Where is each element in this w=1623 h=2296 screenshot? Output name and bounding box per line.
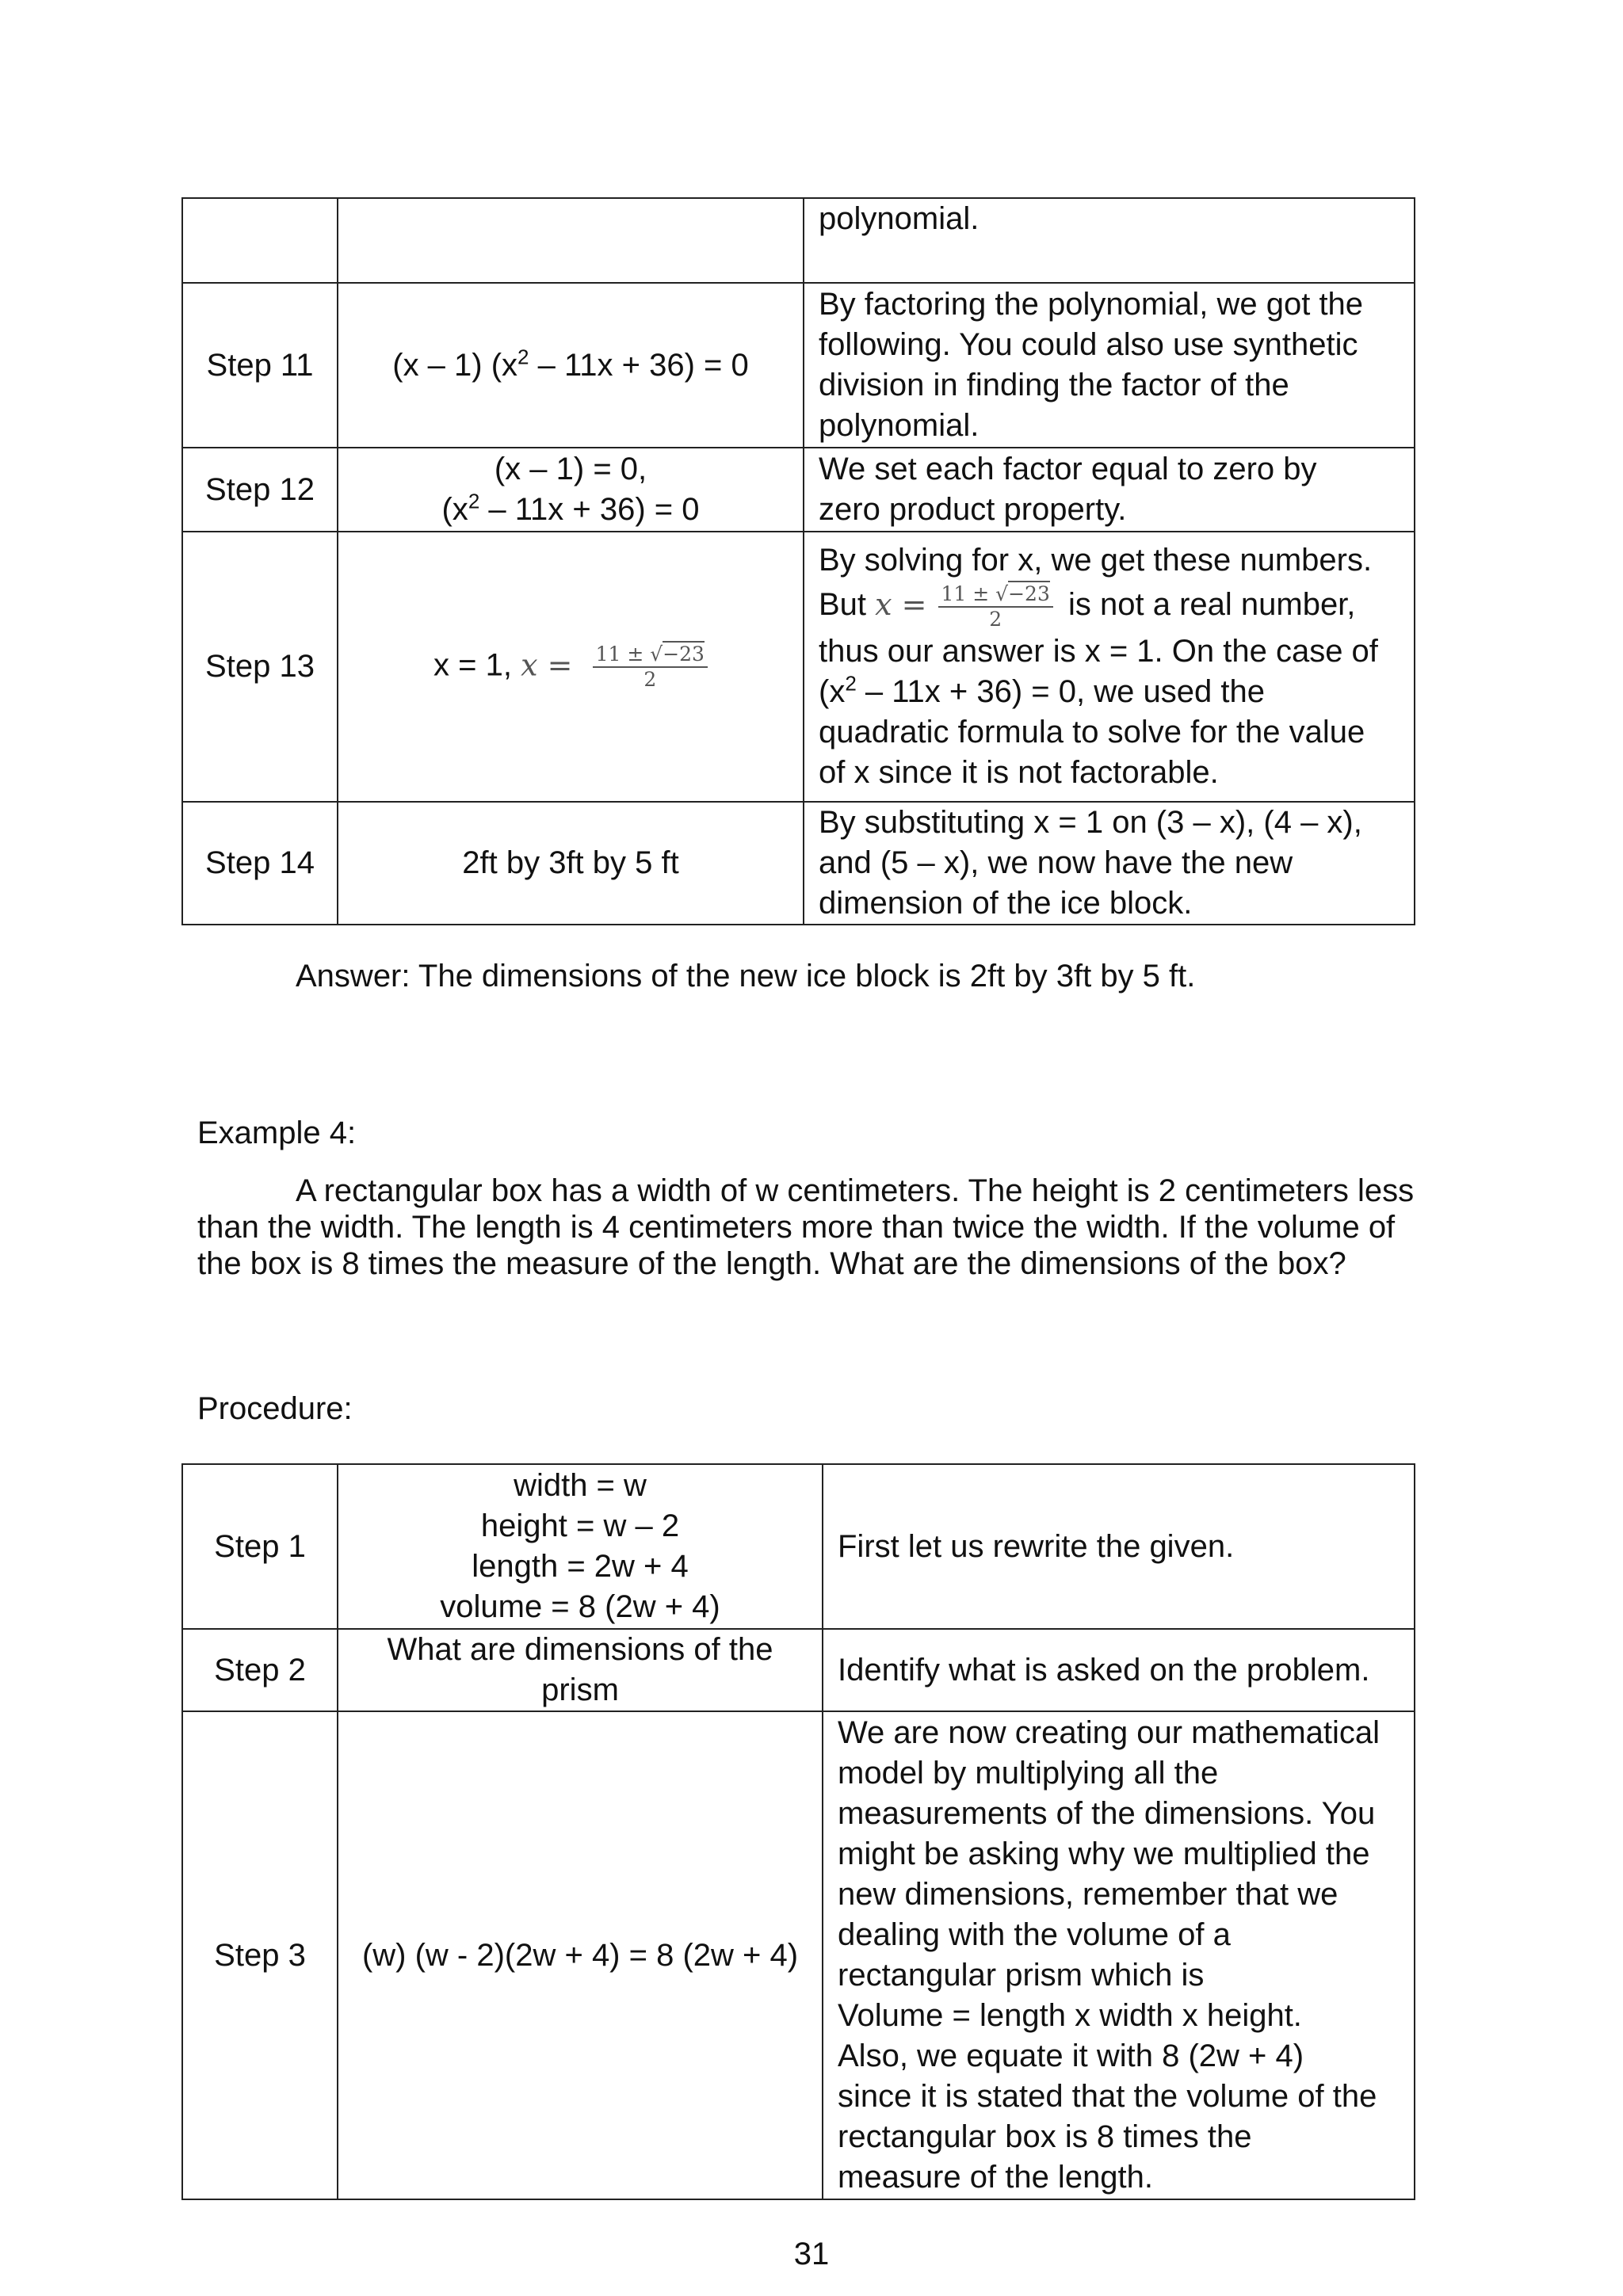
explanation-line: But x = $\frac{11 \pm √-23}{2}$ is not a real number, bbox=[819, 582, 1356, 631]
steps-table-continued bbox=[181, 197, 1415, 925]
work-text: (x bbox=[441, 492, 468, 527]
step-label: Step 14 bbox=[182, 802, 338, 925]
work-cell bbox=[338, 532, 804, 802]
table-row bbox=[182, 532, 1415, 802]
explanation-cell: polynomial. bbox=[804, 198, 1415, 283]
step-label: Step 1 bbox=[182, 1464, 338, 1629]
fraction-numerator: 11 ± √−23 bbox=[593, 643, 708, 668]
table-row bbox=[182, 1464, 1415, 1629]
answer-text: Answer: The dimensions of the new ice block is 2ft by 3ft by 5 ft. bbox=[296, 959, 1196, 994]
step-label: Step 12 bbox=[182, 448, 338, 532]
step-label: Step 13 bbox=[182, 532, 338, 802]
work-cell bbox=[338, 198, 804, 283]
explanation-line: quadratic formula to solve for the value of x since it is not factorable. bbox=[819, 714, 1365, 790]
procedure-table bbox=[181, 1463, 1415, 2200]
table-row bbox=[182, 283, 1415, 448]
work-text: x = 1, bbox=[433, 647, 521, 683]
exponent: 2 bbox=[517, 345, 529, 369]
step-cell bbox=[182, 198, 338, 283]
explanation-line: thus our answer is x = 1. On the case of bbox=[819, 633, 1378, 669]
fraction-denominator: 2 bbox=[989, 607, 1002, 631]
work-cell: (w) (w - 2)(2w + 4) = 8 (2w + 4) bbox=[338, 1711, 823, 2199]
table-row bbox=[182, 1711, 1415, 2199]
work-cell bbox=[338, 283, 804, 448]
example-body bbox=[197, 1173, 1418, 1282]
fraction-numerator: 11 ± √−23 bbox=[938, 582, 1053, 608]
work-text: (x – 1) (x bbox=[392, 347, 518, 383]
work-line bbox=[353, 490, 789, 530]
work-text: – 11x + 36) = 0 bbox=[479, 492, 700, 527]
work-cell: What are dimensions of the prism bbox=[338, 1629, 823, 1711]
quadratic-fraction bbox=[938, 582, 1053, 631]
explanation-cell: We set each factor equal to zero by zero product property. bbox=[804, 448, 1415, 532]
work-cell: width = w height = w – 2 length = 2w + 4 volume = 8 (2w + 4) bbox=[338, 1464, 823, 1629]
exponent: 2 bbox=[468, 489, 480, 513]
table-row bbox=[182, 802, 1415, 925]
explanation-cell: By substituting x = 1 on (3 – x), (4 – x), and (5 – x), we now have the new dimension of the ice block. bbox=[804, 802, 1415, 925]
quadratic-fraction bbox=[593, 643, 708, 692]
table-row bbox=[182, 1629, 1415, 1711]
explanation-cell: We are now creating our mathematical model by multiplying all the measurements of the dimensions. You might be asking why we multiplied the new dimensions, remember that we dealing with the volume of a rectangular prism which is Volume = length x width x height. Also, we equate it with 8 (2w + 4) since it is stated that the volume of the rectangular box is 8 times the measure of the length. bbox=[823, 1711, 1415, 2199]
explanation-cell bbox=[804, 532, 1415, 802]
explanation-line: $(x^2 - 11x + 36) = 0$, we used the bbox=[819, 671, 1265, 709]
work-text: – 11x + 36) = 0 bbox=[529, 347, 749, 383]
work-line: (x – 1) = 0, bbox=[494, 452, 647, 486]
procedure-label: Procedure: bbox=[197, 1391, 353, 1426]
exponent: 2 bbox=[845, 671, 857, 696]
step-label: Step 11 bbox=[182, 283, 338, 448]
explanation-cell: Identify what is asked on the problem. bbox=[823, 1629, 1415, 1711]
example-text: A rectangular box has a width of w centimeters. The height is 2 centimeters less than the width. The length is 4 centimeters more than twice the width. If the volume of the box is 8 times the measure of the length. What are the dimensions of the box? bbox=[197, 1173, 1415, 1281]
step-label: Step 3 bbox=[182, 1711, 338, 2199]
step-label: Step 2 bbox=[182, 1629, 338, 1711]
explanation-line: By solving for x, we get these numbers. bbox=[819, 543, 1373, 578]
fraction-denominator: 2 bbox=[643, 667, 657, 691]
math-variable: x = bbox=[875, 587, 927, 623]
example-title: Example 4: bbox=[197, 1116, 357, 1150]
page-number: 31 bbox=[793, 2237, 830, 2271]
explanation-cell: By factoring the polynomial, we got the following. You could also use synthetic division in finding the factor of the polynomial. bbox=[804, 283, 1415, 448]
math-variable: x = bbox=[521, 647, 573, 683]
table-row bbox=[182, 448, 1415, 532]
table-row bbox=[182, 198, 1415, 283]
work-cell: 2ft by 3ft by 5 ft bbox=[338, 802, 804, 925]
work-cell bbox=[338, 448, 804, 532]
explanation-cell: First let us rewrite the given. bbox=[823, 1464, 1415, 1629]
